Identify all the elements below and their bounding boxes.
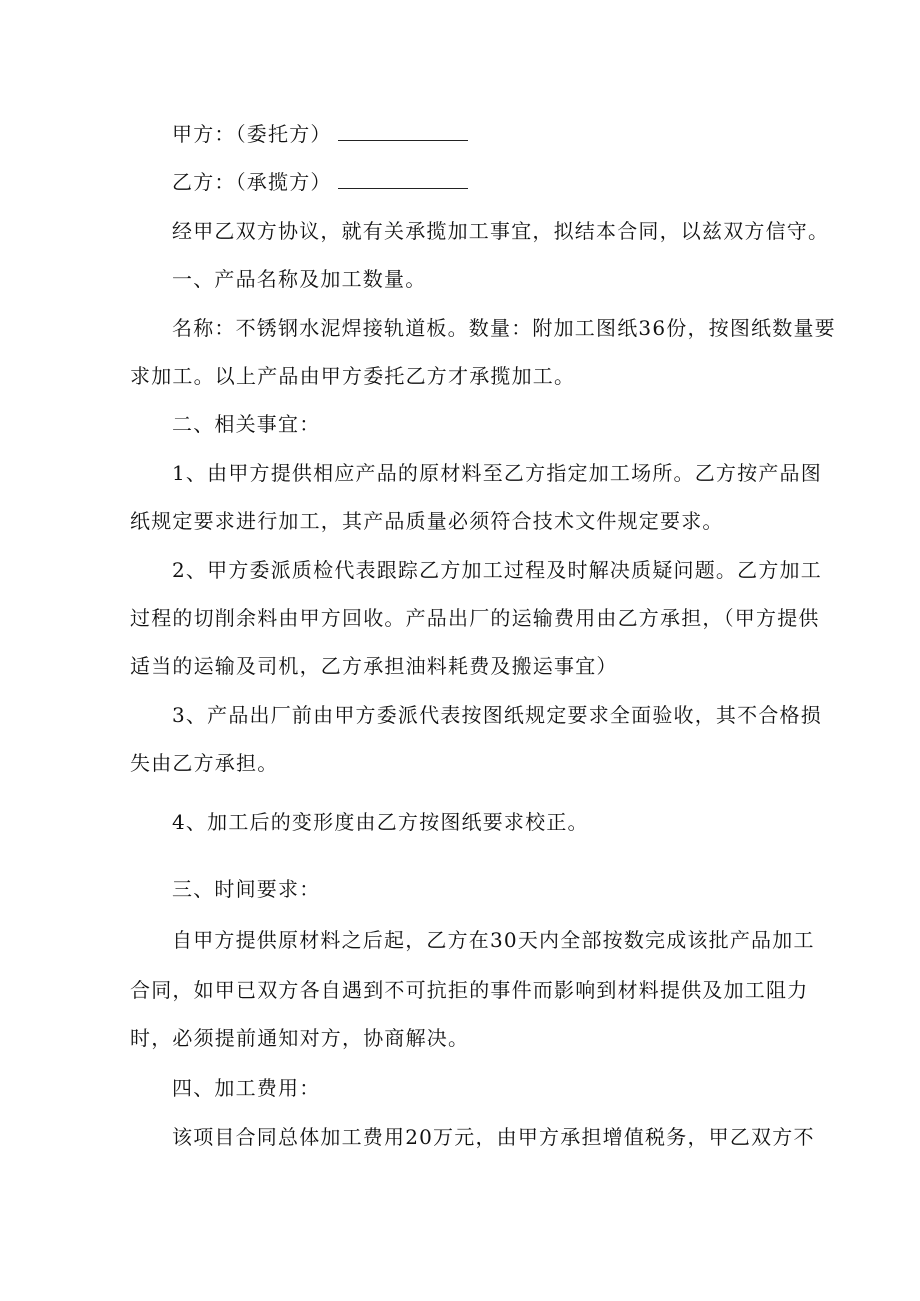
section2-item3-line: 失由乙方承担。	[130, 751, 279, 775]
party-a-line	[172, 122, 468, 146]
section1-line: 名称：不锈钢水泥焊接轨道板。数量：附加工图纸36份，按图纸数量要	[172, 316, 836, 340]
section2-item2-line: 适当的运输及司机，乙方承担油料耗费及搬运事宜）	[130, 654, 618, 678]
party-b-line	[172, 170, 468, 194]
party-b-label: 乙方：（承揽方）	[172, 170, 332, 194]
section2-item2-line: 过程的切削余料由甲方回收。产品出厂的运输费用由乙方承担，（甲方提供	[130, 606, 820, 630]
section3-line: 时，必须提前通知对方，协商解决。	[130, 1026, 470, 1050]
section2-item1-line: 1、由甲方提供相应产品的原材料至乙方指定加工场所。乙方按产品图	[172, 461, 822, 485]
section4-line: 该项目合同总体加工费用20万元，由甲方承担增值税务，甲乙双方不	[172, 1125, 815, 1149]
section1-line: 求加工。以上产品由甲方委托乙方才承揽加工。	[130, 364, 576, 388]
party-a-blank	[338, 122, 468, 141]
section2-item2-line: 2、甲方委派质检代表跟踪乙方加工过程及时解决质疑问题。乙方加工	[172, 558, 822, 582]
section1-heading: 一、产品名称及加工数量。	[172, 267, 427, 291]
section2-heading: 二、相关事宜：	[172, 412, 321, 436]
party-a-label: 甲方：（委托方）	[172, 122, 332, 146]
section2-item3-line: 3、产品出厂前由甲方委派代表按图纸规定要求全面验收，其不合格损	[172, 703, 822, 727]
section2-item1-line: 纸规定要求进行加工，其产品质量必须符合技术文件规定要求。	[130, 509, 724, 533]
intro-paragraph: 经甲乙双方协议，就有关承揽加工事宜，拟结本合同，以兹双方信守。	[172, 219, 830, 243]
section2-item4-line: 4、加工后的变形度由乙方按图纸要求校正。	[172, 810, 589, 834]
party-b-blank	[338, 170, 468, 189]
section3-line: 合同，如甲已双方各自遇到不可抗拒的事件而影响到材料提供及加工阻力	[130, 978, 809, 1002]
section3-heading: 三、时间要求：	[172, 877, 321, 901]
section3-line: 自甲方提供原材料之后起，乙方在30天内全部按数完成该批产品加工	[172, 928, 815, 952]
section4-heading: 四、加工费用：	[172, 1076, 321, 1100]
